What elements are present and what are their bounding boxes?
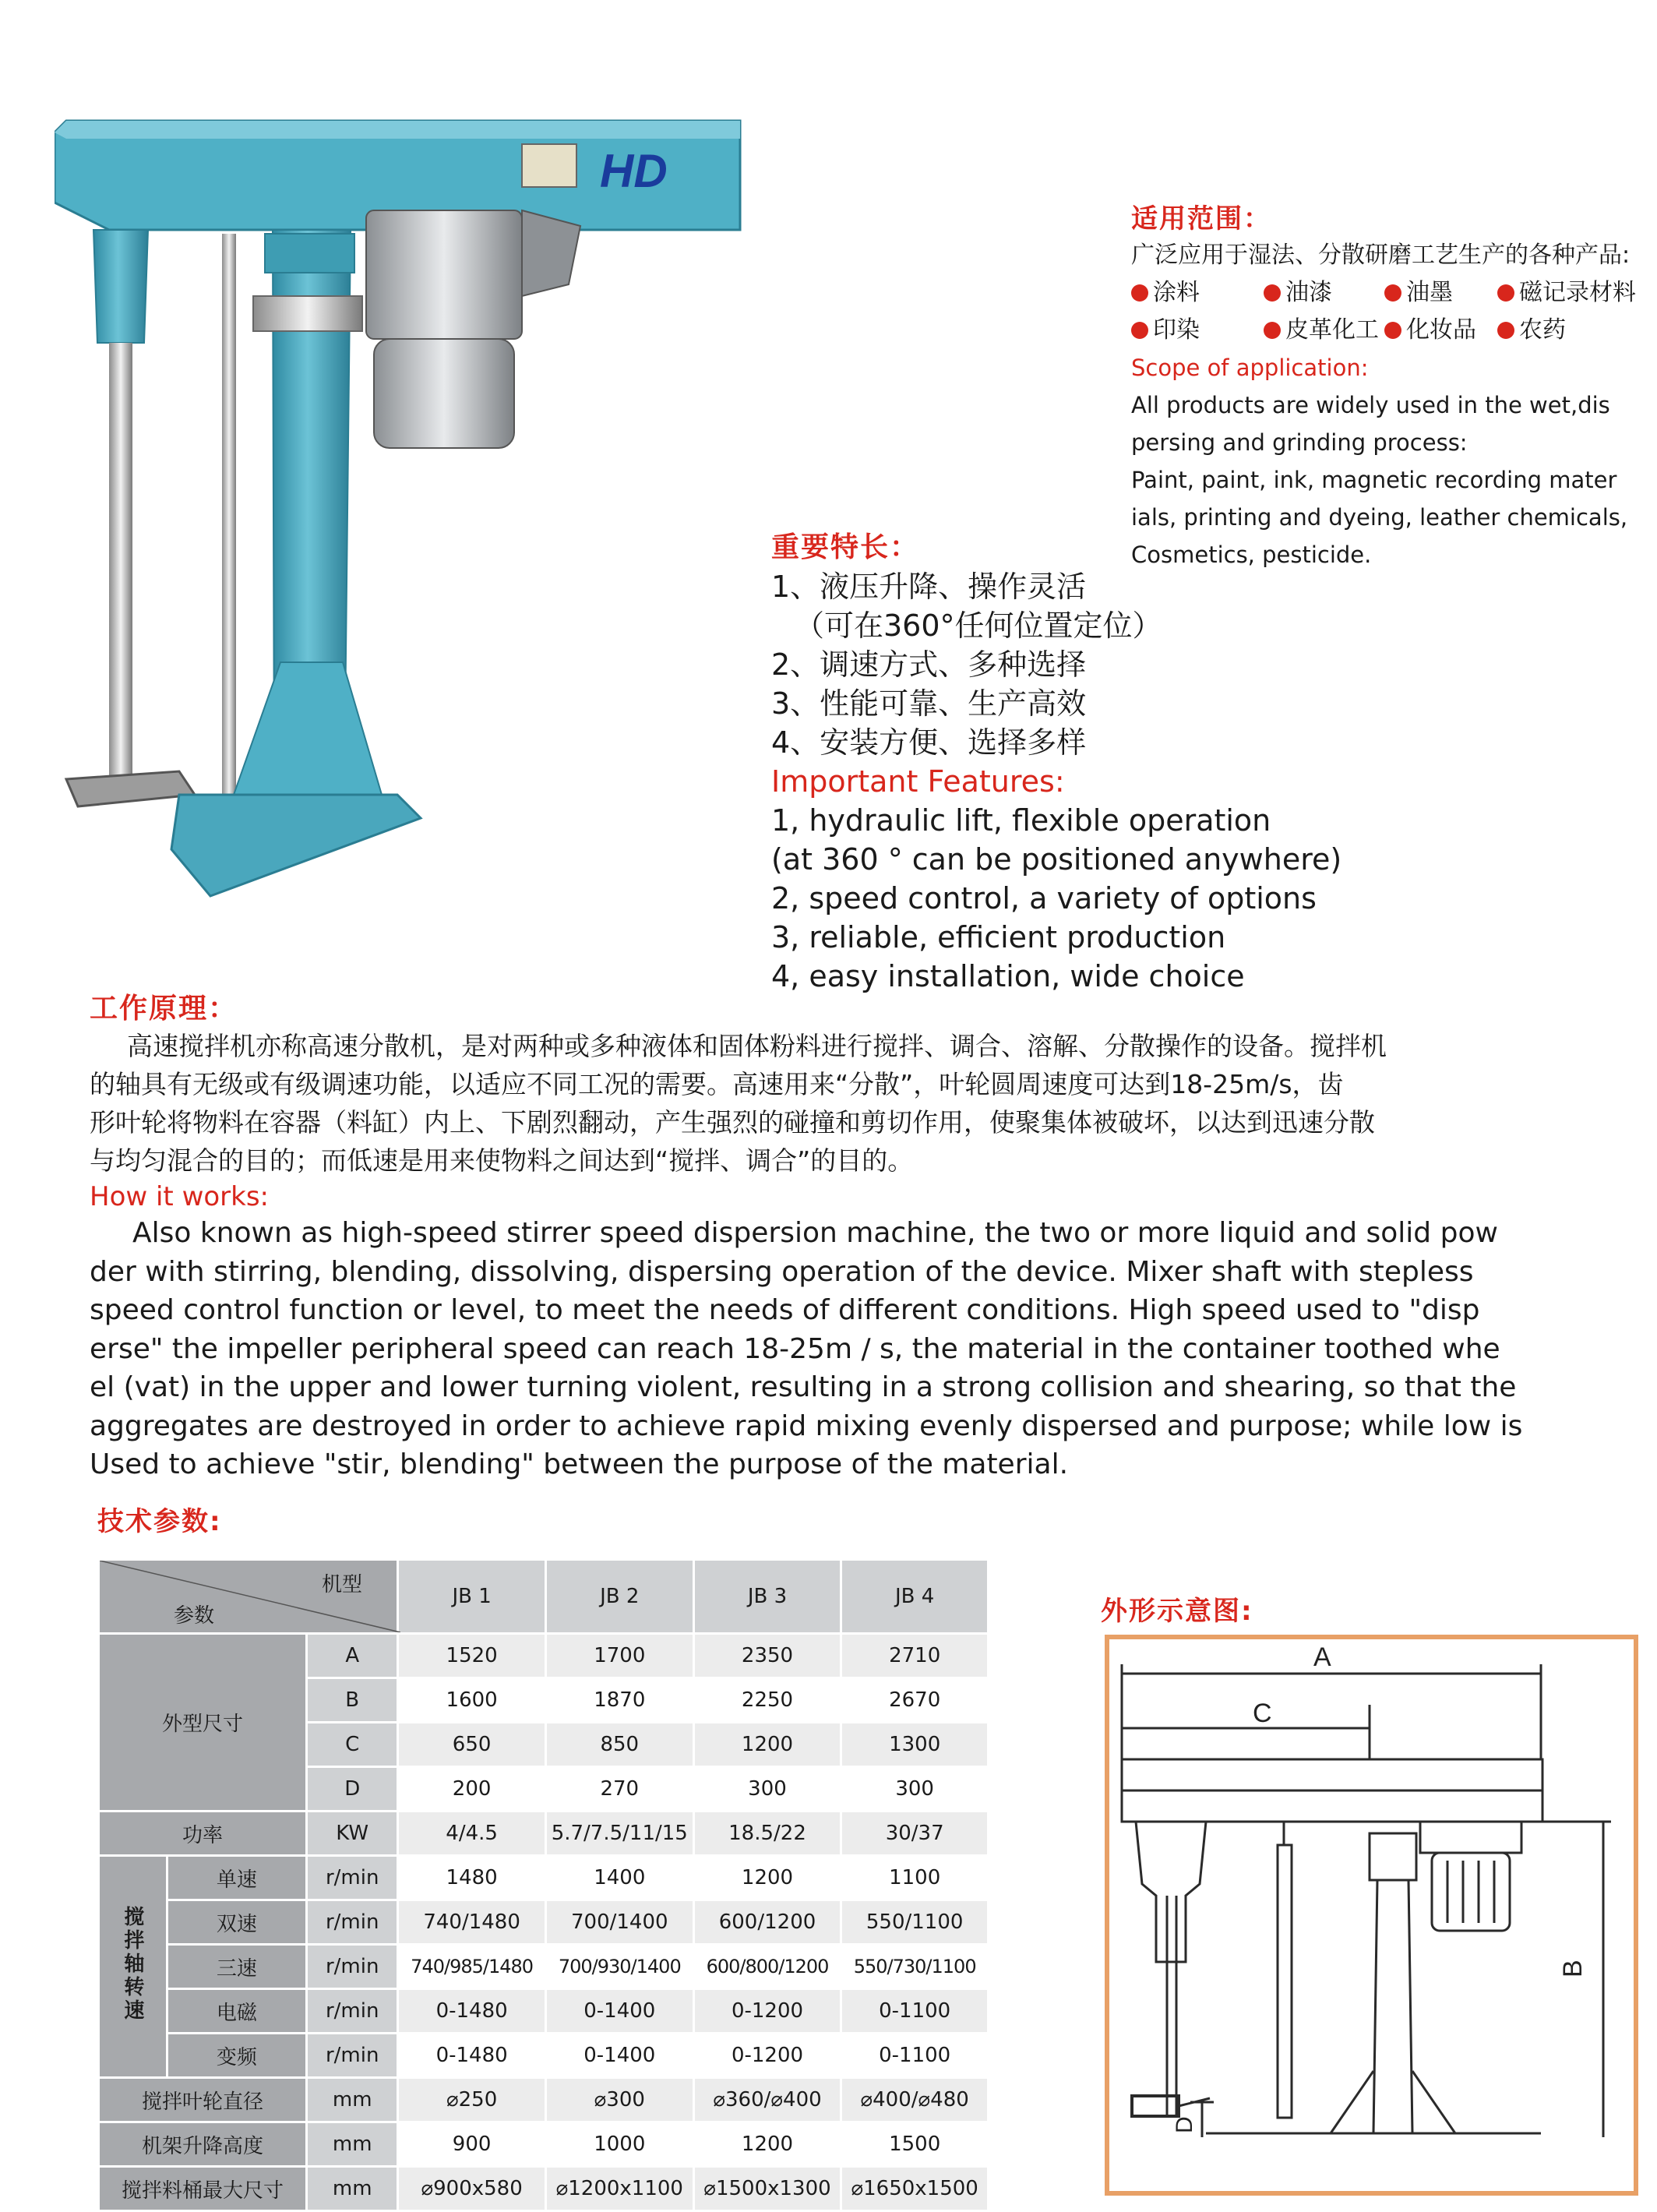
svg-text:HD: HD [600, 145, 668, 197]
unit-cell: r/min [307, 2034, 398, 2078]
feature-en: 3, reliable, efficient production [771, 920, 1226, 954]
product-item: 涂料 [1131, 274, 1200, 312]
table-cell: 1300 [841, 1723, 989, 1767]
table-cell: 650 [398, 1723, 546, 1767]
diagram-title: 外形示意图: [1101, 1596, 1253, 1627]
works-title-en: How it works: [90, 1181, 270, 1212]
table-cell: 0-1400 [545, 2034, 693, 2078]
works-text-en: der with stirring, blending, dissolving, dispersing operation of the device. Mixer shaft with stepless [90, 1255, 1474, 1288]
table-cell: 700/930/1400 [545, 1945, 693, 1989]
works-section [90, 991, 1640, 1484]
scope-text-en: persing and grinding process: [1131, 429, 1468, 456]
scope-title-en: Scope of application: [1131, 355, 1369, 381]
row-label: 变频 [167, 2034, 306, 2078]
table-cell: 550/1100 [841, 1900, 989, 1945]
row-label: D [307, 1767, 398, 1812]
table-row [99, 1900, 989, 1945]
row-label: 双速 [167, 1900, 306, 1945]
scope-section [1131, 201, 1645, 573]
table-cell: 18.5/22 [693, 1812, 841, 1856]
table-row [99, 2167, 989, 2211]
group-dimensions: 外型尺寸 [99, 1634, 307, 1812]
feature-en: (at 360 ° can be positioned anywhere) [771, 842, 1342, 877]
table-cell: ⌀360/⌀400 [693, 2078, 841, 2122]
bullet-icon [1131, 284, 1148, 302]
scope-text-en: Paint, paint, ink, magnetic recording mater [1131, 467, 1617, 493]
feature-cn: 1、液压升降、操作灵活 [771, 570, 1087, 604]
dim-label-d: D [1172, 2116, 1197, 2133]
model-header: JB 3 [693, 1560, 841, 1634]
table-cell: ⌀400/⌀480 [841, 2078, 989, 2122]
row-label: 搅拌料桶最大尺寸 [99, 2167, 307, 2211]
unit-cell: mm [307, 2167, 398, 2211]
unit-cell: KW [307, 1812, 398, 1856]
works-text-en: Used to achieve "stir, blending" between the purpose of the material. [90, 1448, 1069, 1480]
table-cell: ⌀1200x1100 [545, 2167, 693, 2211]
unit-cell: r/min [307, 1945, 398, 1989]
table-header-row [99, 1560, 989, 1634]
bullet-icon [1131, 322, 1148, 339]
works-text-cn: 高速搅拌机亦称高速分散机，是对两种或多种液体和固体粉料进行搅拌、调合、溶解、分散操作的设备。搅拌机 [127, 1031, 1387, 1061]
table-cell: 1700 [545, 1634, 693, 1678]
table-cell: 900 [398, 2122, 546, 2167]
product-item: 农药 [1497, 312, 1566, 349]
tech-title: 技术参数: [97, 1506, 222, 1537]
table-cell: 1200 [693, 1723, 841, 1767]
table-cell: 0-1100 [841, 2034, 989, 2078]
product-item: 油墨 [1384, 274, 1453, 312]
unit-cell: r/min [307, 1856, 398, 1900]
bullet-icon [1497, 322, 1514, 339]
table-cell: ⌀250 [398, 2078, 546, 2122]
table-cell: 740/985/1480 [398, 1945, 546, 1989]
table-cell: 600/1200 [693, 1900, 841, 1945]
feature-cn: 2、调速方式、多种选择 [771, 647, 1087, 682]
table-cell: 1870 [545, 1678, 693, 1723]
row-label: 三速 [167, 1945, 306, 1989]
table-cell: 1520 [398, 1634, 546, 1678]
dim-label-a: A [1313, 1642, 1331, 1672]
model-header: JB 1 [398, 1560, 546, 1634]
bullet-icon [1497, 284, 1514, 302]
group-speed [99, 1856, 167, 2078]
table-row [99, 1989, 989, 2034]
scope-intro-cn: 广泛应用于湿法、分散研磨工艺生产的各种产品: [1131, 242, 1631, 269]
table-cell: 2350 [693, 1634, 841, 1678]
product-item: 磁记录材料 [1497, 274, 1636, 312]
row-label: C [307, 1723, 398, 1767]
works-text-en: el (vat) in the upper and lower turning violent, resulting in a strong collision and shearing, so that the [90, 1371, 1517, 1403]
unit-cell: r/min [307, 1900, 398, 1945]
scope-products-row-1 [1131, 274, 1645, 312]
table-cell: 4/4.5 [398, 1812, 546, 1856]
table-cell: 0-1200 [693, 2034, 841, 2078]
scope-products-row-2 [1131, 312, 1645, 349]
feature-en: 2, speed control, a variety of options [771, 881, 1317, 915]
header-param-label: 参数 [174, 1604, 215, 1628]
table-cell: 850 [545, 1723, 693, 1767]
table-cell: 0-1100 [841, 1989, 989, 2034]
unit-cell: mm [307, 2122, 398, 2167]
works-text-en: aggregates are destroyed in order to achieve rapid mixing evenly dispersed and purpose; while low is [90, 1409, 1523, 1442]
features-section [771, 528, 1363, 996]
row-label: 单速 [167, 1856, 306, 1900]
table-row [99, 1856, 989, 1900]
table-cell: 300 [693, 1767, 841, 1812]
table-cell: 270 [545, 1767, 693, 1812]
table-cell: 1480 [398, 1856, 546, 1900]
row-label: 功率 [99, 1812, 307, 1856]
outline-diagram [1105, 1635, 1638, 2196]
model-header: JB 4 [841, 1560, 989, 1634]
table-cell: 700/1400 [545, 1900, 693, 1945]
works-text-cn: 形叶轮将物料在容器（料缸）内上、下剧烈翻动，产生强烈的碰撞和剪切作用，使聚集体被破坏，以达到迅速分散 [90, 1107, 1375, 1138]
table-cell: 600/800/1200 [693, 1945, 841, 1989]
works-text-en: speed control function or level, to meet the needs of different conditions. High speed used to "disp [90, 1294, 1480, 1326]
table-cell: 200 [398, 1767, 546, 1812]
table-cell: 30/37 [841, 1812, 989, 1856]
table-cell: 2250 [693, 1678, 841, 1723]
table-cell: 1100 [841, 1856, 989, 1900]
table-cell: 0-1480 [398, 2034, 546, 2078]
bullet-icon [1384, 322, 1401, 339]
scope-text-en: Cosmetics, pesticide. [1131, 542, 1372, 568]
table-cell: 1400 [545, 1856, 693, 1900]
machine-illustration [55, 117, 756, 935]
feature-cn: 3、性能可靠、生产高效 [771, 686, 1087, 721]
logo [600, 145, 668, 197]
table-cell: 5.7/7.5/11/15 [545, 1812, 693, 1856]
works-text-en: Also known as high-speed stirrer speed dispersion machine, the two or more liquid and solid pow [132, 1217, 1498, 1249]
table-cell: 1000 [545, 2122, 693, 2167]
unit-cell: mm [307, 2078, 398, 2122]
feature-cn: 4、安装方便、选择多样 [771, 725, 1087, 760]
table-cell: 2670 [841, 1678, 989, 1723]
feature-cn: （可在360°任何位置定位） [795, 609, 1162, 643]
product-item: 印染 [1131, 312, 1200, 349]
product-item: 皮革化工 [1264, 312, 1379, 349]
table-row [99, 2034, 989, 2078]
header-model-label: 机型 [322, 1573, 363, 1596]
features-title-en: Important Features: [771, 764, 1065, 799]
product-item: 化妆品 [1384, 312, 1476, 349]
table-cell: 2710 [841, 1634, 989, 1678]
row-label: 机架升降高度 [99, 2122, 307, 2167]
works-text-cn: 的轴具有无级或有级调速功能，以适应不同工况的需要。高速用来“分散”，叶轮圆周速度可达到18-25m/s，齿 [90, 1069, 1344, 1099]
features-title-cn: 重要特长： [771, 531, 920, 563]
table-cell: 1200 [693, 1856, 841, 1900]
feature-en: 1, hydraulic lift, flexible operation [771, 803, 1271, 838]
table-cell: ⌀1650x1500 [841, 2167, 989, 2211]
table-cell: 0-1480 [398, 1989, 546, 2034]
table-row [99, 1812, 989, 1856]
group-speed-label: 搅拌轴转速 [120, 1905, 144, 2023]
table-cell: 550/730/1100 [841, 1945, 989, 1989]
row-label: 电磁 [167, 1989, 306, 2034]
table-row [99, 1945, 989, 1989]
spec-table [97, 1558, 989, 2212]
bullet-icon [1264, 322, 1281, 339]
table-cell: 0-1200 [693, 1989, 841, 2034]
table-cell: 1600 [398, 1678, 546, 1723]
table-cell: ⌀900x580 [398, 2167, 546, 2211]
product-item: 油漆 [1264, 274, 1332, 312]
table-cell: 0-1400 [545, 1989, 693, 2034]
table-cell: 740/1480 [398, 1900, 546, 1945]
scope-text-en: ials, printing and dyeing, leather chemicals, [1131, 504, 1628, 531]
row-label: B [307, 1678, 398, 1723]
works-title-cn: 工作原理： [90, 993, 238, 1025]
works-text-cn: 与均匀混合的目的；而低速是用来使物料之间达到“搅拌、调合”的目的。 [90, 1145, 914, 1176]
dim-label-c: C [1253, 1699, 1272, 1728]
table-row [99, 2078, 989, 2122]
bullet-icon [1384, 284, 1401, 302]
table-cell: ⌀1500x1300 [693, 2167, 841, 2211]
table-cell: ⌀300 [545, 2078, 693, 2122]
works-text-en: erse" the impeller peripheral speed can reach 18-25m / s, the material in the container toothed whe [90, 1332, 1500, 1365]
table-cell: 1200 [693, 2122, 841, 2167]
scope-text-en: All products are widely used in the wet,dis [1131, 392, 1610, 418]
dim-label-b: B [1558, 1960, 1588, 1977]
feature-en: 4, easy installation, wide choice [771, 959, 1245, 993]
unit-cell: r/min [307, 1989, 398, 2034]
model-header: JB 2 [545, 1560, 693, 1634]
scope-title-cn: 适用范围： [1131, 203, 1271, 235]
table-cell: 1500 [841, 2122, 989, 2167]
row-label: 搅拌叶轮直径 [99, 2078, 307, 2122]
row-label: A [307, 1634, 398, 1678]
table-row [99, 2122, 989, 2167]
table-cell: 300 [841, 1767, 989, 1812]
bullet-icon [1264, 284, 1281, 302]
table-corner-cell [99, 1560, 398, 1634]
table-row [99, 1634, 989, 1678]
